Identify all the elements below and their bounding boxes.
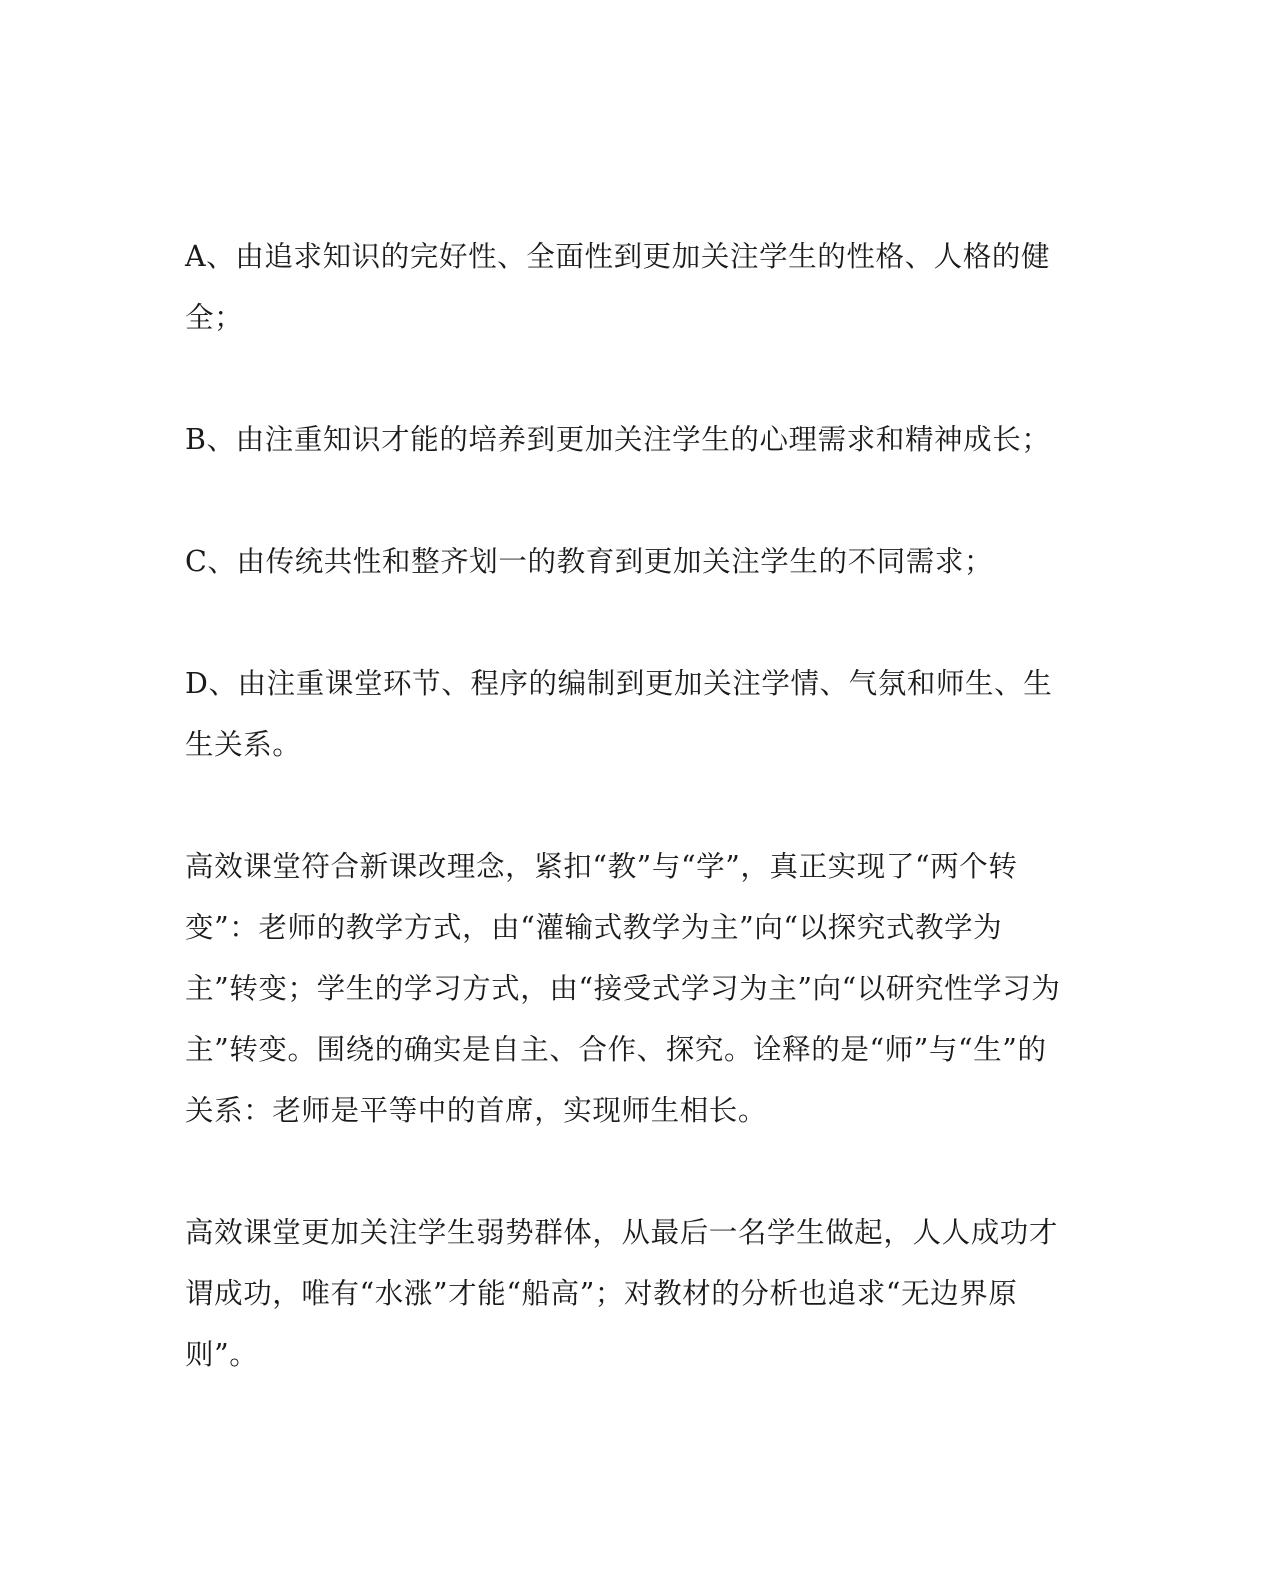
document-body <box>185 226 1075 1385</box>
paragraph-option-c: C、由传统共性和整齐划一的教育到更加关注学生的不同需求； <box>185 545 994 578</box>
paragraph-efficient-classroom-concept: 高效课堂符合新课改理念，紧扣“教”与“学”，真正实现了“两个转变”：老师的教学方式，由“灌输式教学为主”向“以探究式教学为主”转变；学生的学习方式，由“接受式学习为主”向“以研究性学习为主”转变。围绕的确实是自主、合作、探究。诠释的是“师”与“生”的关系：老师是平等中的首席，实现师生相长。 <box>185 850 1061 1127</box>
paragraph-option-b: B、由注重知识才能的培养到更加关注学生的心理需求和精神成长； <box>185 423 1051 456</box>
paragraph-option-d: D、由注重课堂环节、程序的编制到更加关注学情、气氛和师生、生生关系。 <box>185 667 1053 761</box>
paragraph-weak-student-focus: 高效课堂更加关注学生弱势群体，从最后一名学生做起，人人成功才谓成功，唯有“水涨”才能“船高”；对教材的分析也追求“无边界原则”。 <box>185 1216 1059 1371</box>
paragraph-option-a: A、由追求知识的完好性、全面性到更加关注学生的性格、人格的健全； <box>185 240 1051 334</box>
